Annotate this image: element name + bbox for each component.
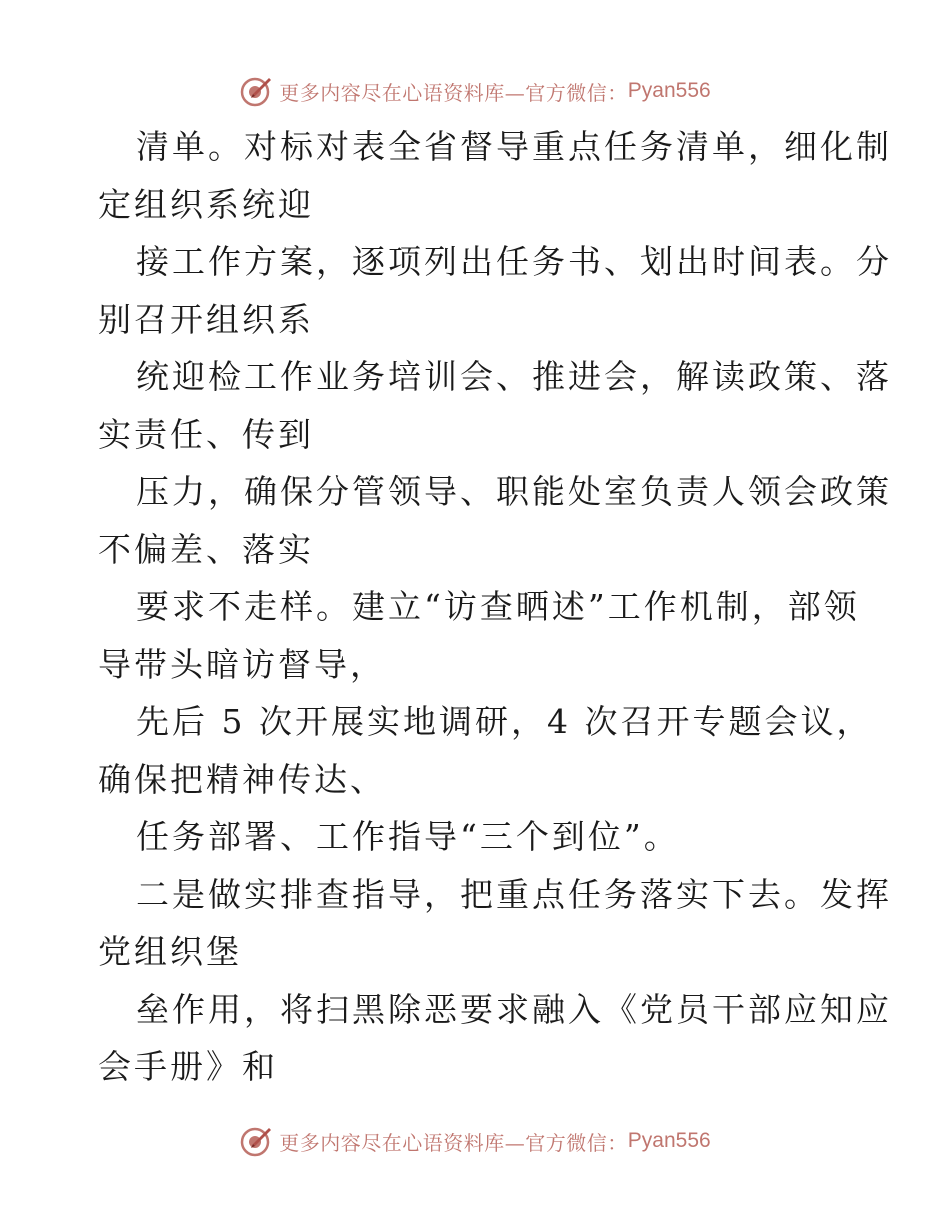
body-line: 实责任、传到 (98, 414, 314, 454)
body-line: 接工作方案，逐项列出任务书、划出时间表。分 (136, 242, 892, 281)
watermark-text: 更多内容尽在心语资料库—官方微信： (279, 80, 628, 105)
body-line: 导带头暗访督导， (98, 644, 386, 684)
pen-logo-icon (239, 74, 273, 108)
page-header-watermark (0, 71, 950, 111)
watermark-wechat-id: Pyan556 (627, 1129, 711, 1152)
body-line: 定组织系统迎 (98, 184, 314, 224)
watermark-text: 更多内容尽在心语资料库—官方微信： (279, 1130, 628, 1155)
body-line: 统迎检工作业务培训会、推进会，解读政策、落 (136, 357, 892, 396)
document-body (98, 118, 892, 1096)
body-line: 任务部署、工作指导“三个到位”。 (136, 817, 680, 856)
page-footer-watermark (0, 1121, 950, 1161)
watermark-wechat-id: Pyan556 (627, 79, 711, 102)
body-line: 压力，确保分管领导、职能处室负责人领会政策 (136, 472, 892, 511)
body-line: 二是做实排查指导，把重点任务落实下去。发挥 (136, 874, 892, 914)
body-line: 会手册》和 (98, 1047, 278, 1086)
body-line: 不偏差、落实 (98, 529, 314, 569)
body-line: 别召开组织系 (98, 299, 314, 339)
body-line: 清单。对标对表全省督导重点任务清单，细化制 (136, 127, 892, 166)
pen-logo-icon (239, 1124, 273, 1158)
body-line: 党组织堡 (98, 932, 242, 971)
body-line: 先后 5 次开展实地调研，4 次召开专题会议， (136, 702, 873, 741)
body-line: 确保把精神传达、 (98, 759, 386, 799)
body-line: 要求不走样。建立“访查晒述”工作机制，部领 (136, 587, 860, 626)
body-line: 垒作用，将扫黑除恶要求融入《党员干部应知应 (136, 989, 892, 1029)
